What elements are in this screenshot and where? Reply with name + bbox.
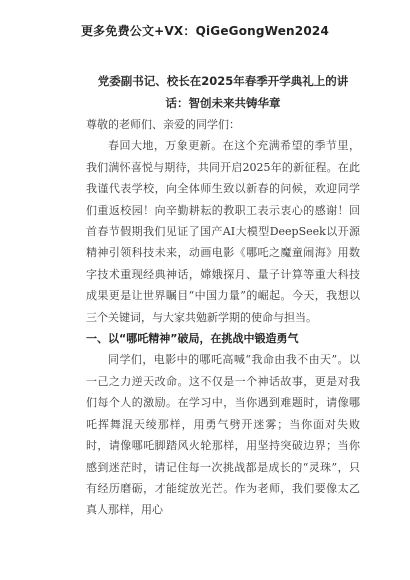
document-body xyxy=(86,114,360,521)
body-paragraph: 同学们，电影中的哪吒高喊“我命由我不由天”。以一己之力逆天改命。这不仅是一个神话故事，更是对我们每个人的激励。在学习中，当你遇到难题时，请像哪吒挥舞混天绫那样，用勇气劈开迷雾；当你面对失败时，请像哪吒脚踏风火轮那样，用坚持突破边界；当你感到迷茫时，请记住每一次挑战都是成长的“灵珠”，只有经历磨砺，才能绽放光芒。作为老师，我们要像太乙真人那样，用心 xyxy=(86,353,360,517)
body-paragraph: 春回大地，万象更新。在这个充满希望的季节里，我们满怀喜悦与期待，共同开启2025年的新征程。在此我谨代表学校，向全体师生致以新春的问候，欢迎同学们重返校园！向辛勤耕耘的教职工表示衷心的感谢！回首春节假期我们见证了国产AI大模型DeepSeek以开源精神引领科技未来，动画电影《哪吒之魔童闹海》用数字技术重现经典神话，嫦娥探月、量子计算等重大科技成果更是让世界瞩目“中国力量”的崛起。今天，我想以三个关键词，与大家共勉新学期的使命与担当。 xyxy=(86,139,360,324)
promo-header: 更多免费公文+VX：QiGeGongWen2024 xyxy=(80,24,329,38)
section-heading: 一、以“哪吒精神”破局，在挑战中锻造勇气 xyxy=(86,332,299,346)
greeting-line: 尊敬的老师们、亲爱的同学们： xyxy=(86,118,240,131)
document-title: 党委副书记、校长在2025年春季开学典礼上的讲话：智创未来共铸华章 xyxy=(97,74,349,110)
